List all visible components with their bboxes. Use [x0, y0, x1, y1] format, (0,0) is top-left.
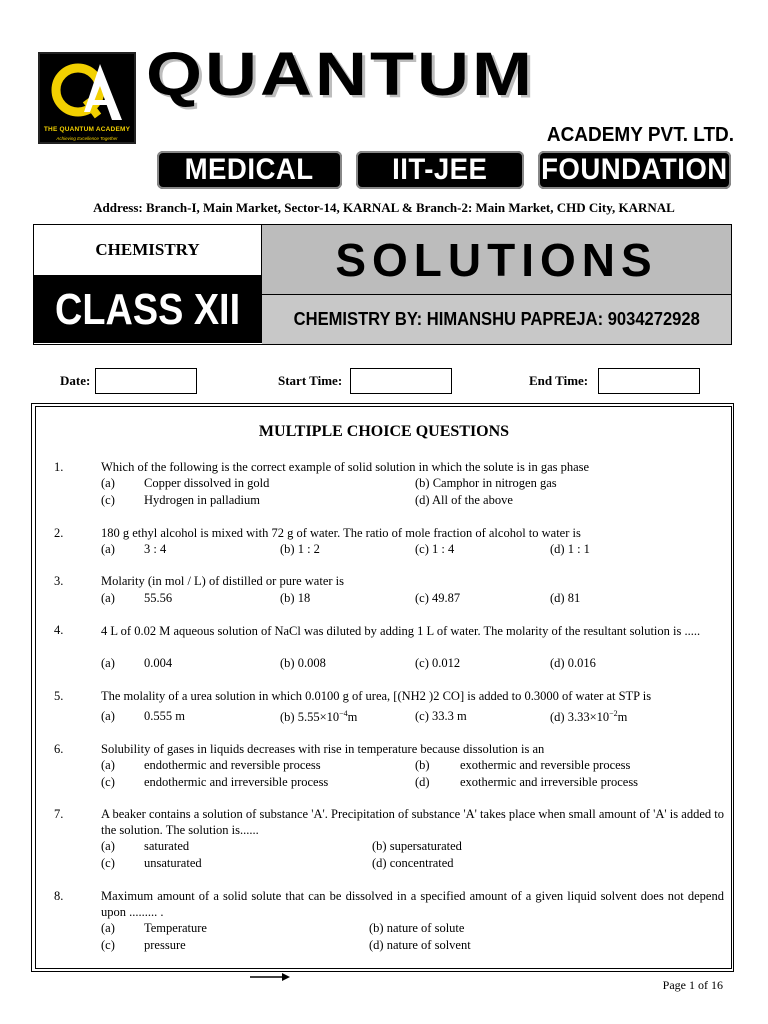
option-text: unsaturated [144, 856, 202, 870]
option-text: pressure [144, 938, 186, 952]
question-number: 1. [54, 460, 64, 474]
option-text: exothermic and irreversible process [460, 775, 639, 789]
mcq-title: MULTIPLE CHOICE QUESTIONS [258, 423, 510, 440]
subject-label: CHEMISTRY [34, 225, 262, 276]
question-number: 7. [54, 807, 64, 821]
option-text: Copper dissolved in gold [144, 476, 270, 490]
question-text: Which of the following is the correct example of solid solution in which the solute is in gas phase [101, 460, 590, 474]
option-text: (d) 1 : 1 [550, 542, 590, 556]
option-label: (a) [101, 476, 115, 490]
question-text: Solubility of gases in liquids decreases with rise in temperature because dissolution is an [101, 742, 545, 756]
question-number: 3. [54, 574, 64, 588]
option-text: (b) nature of solute [369, 921, 465, 935]
option-label: (a) [101, 542, 115, 556]
start-time-field[interactable] [350, 368, 452, 394]
question-number: 8. [54, 889, 64, 903]
logo-subtag: Achieving Excellence Together [56, 136, 118, 141]
option-label: (a) [101, 758, 115, 772]
end-time-label: End Time: [529, 373, 589, 388]
option-text: 0.555 m [144, 709, 185, 723]
option-text: (c) 49.87 [415, 591, 461, 605]
topic-title: SOLUTIONS [262, 225, 731, 295]
stream-foundation: FOUNDATION [538, 151, 731, 189]
option-label: (b) [415, 758, 430, 772]
option-text: 3 : 4 [144, 542, 167, 556]
option-label: (a) [101, 921, 115, 935]
question-number: 6. [54, 742, 64, 756]
option-text: (b) 0.008 [280, 656, 326, 670]
option-text: (b) $5.55\times 10^{-4}m$ [280, 709, 358, 725]
arrow-right-icon [250, 973, 290, 981]
question-text: A beaker contains a solution of substance 'A'. Precipitation of substance 'A' takes place when small amount of 'A' is added to the solution. The solution is...... [101, 807, 724, 837]
option-text: Temperature [144, 921, 207, 935]
author-line: CHEMISTRY BY: HIMANSHU PAPREJA: 9034272928 [262, 295, 731, 344]
option-text: (d) 81 [550, 591, 581, 605]
option-label: (d) [415, 775, 430, 789]
option-text: (b) 1 : 2 [280, 542, 320, 556]
option-label: (c) [101, 856, 115, 870]
option-text: (c) 0.012 [415, 656, 461, 670]
option-label: (c) [101, 775, 115, 789]
date-field[interactable] [95, 368, 197, 394]
date-label: Date: [60, 373, 91, 388]
question-number: 5. [54, 689, 64, 703]
class-label: CLASS XII [34, 276, 262, 343]
question-text: 4 L of 0.02 M aqueous solution of NaCl was diluted by adding 1 L of water. The molarity of the resultant solution is ..... [101, 624, 701, 638]
option-text: 55.56 [144, 591, 173, 605]
option-text: endothermic and irreversible process [144, 775, 329, 789]
option-text: (c) 1 : 4 [415, 542, 455, 556]
page-number: Page 1 of 16 [662, 978, 723, 992]
option-text: saturated [144, 839, 190, 853]
option-label: (c) [101, 938, 115, 952]
subject-band [33, 224, 732, 345]
option-text: endothermic and reversible process [144, 758, 321, 772]
stream-iit-jee: IIT-JEE [356, 151, 524, 189]
option-label: (a) [101, 839, 115, 853]
logo-tagline: THE QUANTUM ACADEMY [43, 126, 131, 133]
end-time-field[interactable] [598, 368, 700, 394]
option-text: 0.004 [144, 656, 173, 670]
question-text: Maximum amount of a solid solute that can be dissolved in a specified amount of a given liquid solvent does not depend upon ......... . [101, 889, 724, 919]
option-text: (d) concentrated [372, 856, 454, 870]
option-label: (a) [101, 656, 115, 670]
option-label: (a) [101, 591, 115, 605]
option-text: (d) $3.33\times 10^{-2}m$ [550, 709, 628, 725]
brand-subtitle: ACADEMY PVT. LTD. [546, 124, 734, 146]
option-text: exothermic and reversible process [460, 758, 631, 772]
brand-title: QUANTUM [146, 40, 535, 109]
stream-medical: MEDICAL [157, 151, 342, 189]
option-text: (d) All of the above [415, 493, 513, 507]
start-time-label: Start Time: [278, 373, 343, 388]
option-text: (d) nature of solvent [369, 938, 471, 952]
question-text: The molality of a urea solution in which 0.0100 g of urea, [(NH2 )2 CO] is added to 0.3000 of water at STP is [101, 689, 652, 703]
address-line: Address: Branch-I, Main Market, Sector-14, KARNAL & Branch-2: Main Market, CHD City, KARNAL [93, 200, 675, 215]
option-text: (b) 18 [280, 591, 311, 605]
question-number: 2. [54, 526, 64, 540]
qa-logo-icon [48, 60, 130, 124]
option-text: (b) supersaturated [372, 839, 462, 853]
question-text: 180 g ethyl alcohol is mixed with 72 g of water. The ratio of mole fraction of alcohol to water is [101, 526, 581, 540]
question-number: 4. [54, 623, 64, 637]
academy-logo [38, 52, 136, 144]
option-text: (b) Camphor in nitrogen gas [415, 476, 557, 490]
option-text: (c) 33.3 m [415, 709, 467, 723]
question-text: Molarity (in mol / L) of distilled or pure water is [101, 574, 345, 588]
option-label: (c) [101, 493, 115, 507]
option-text: (d) 0.016 [550, 656, 596, 670]
option-label: (a) [101, 709, 115, 723]
option-text: Hydrogen in palladium [144, 493, 260, 507]
